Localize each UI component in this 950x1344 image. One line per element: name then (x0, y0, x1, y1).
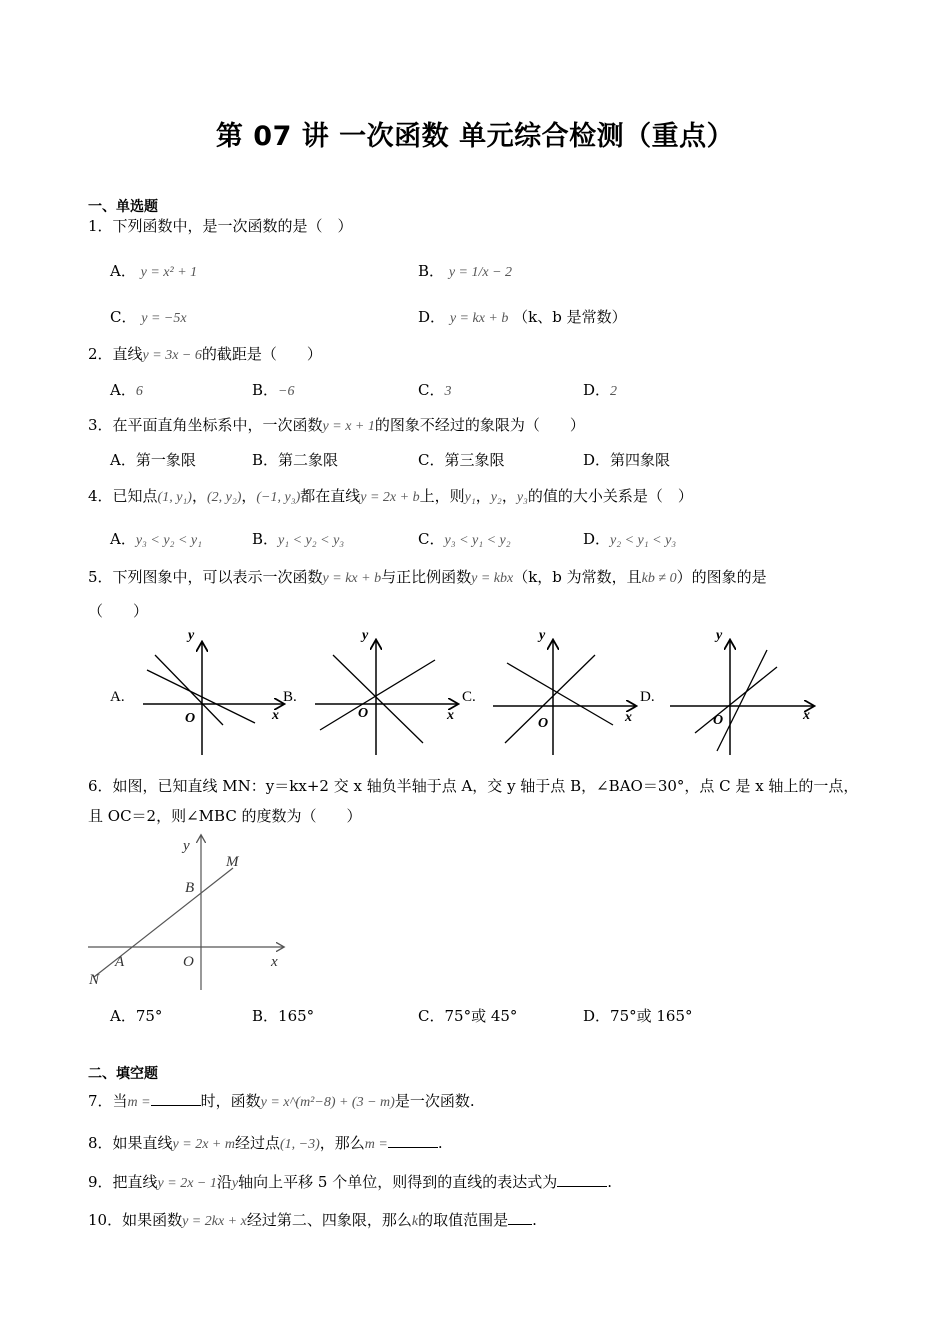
q6-option-d[interactable] (583, 1005, 693, 1026)
q3-option-a[interactable] (110, 449, 196, 470)
graph-label: C. (462, 689, 476, 705)
option-value: 第三象限 (444, 451, 505, 469)
function-line (505, 655, 595, 743)
question-4-stem (88, 485, 693, 506)
option-value: y₃ < y₂ < y₁ (135, 533, 202, 548)
graph-label: B. (283, 689, 297, 705)
option-value: 75° (135, 1007, 163, 1025)
stem-text: 3．在平面直角坐标系中，一次函数 (88, 416, 323, 434)
function-line (717, 650, 767, 751)
graph-label: D. (640, 689, 655, 705)
stem-text: 都在直线 (300, 487, 361, 505)
option-label: C． (418, 1007, 445, 1025)
q2-option-b[interactable] (252, 379, 294, 400)
stem-formula: kb ≠ 0 (641, 571, 677, 586)
stem-text: 时，函数 (200, 1092, 261, 1110)
option-value: 165° (278, 1007, 315, 1025)
option-label: B． (252, 451, 279, 469)
origin-label: O (183, 954, 194, 970)
y-axis-label: y (188, 628, 195, 643)
y-axis-label: y (362, 628, 369, 643)
question-3-stem (88, 414, 585, 435)
stem-text: ， (501, 487, 517, 505)
option-value: −6 (278, 384, 295, 399)
stem-formula: y₃ (516, 490, 528, 505)
option-label: D． (583, 451, 611, 469)
option-note: （k、b 是常数） (513, 308, 627, 326)
stem-formula: y = kbx (471, 571, 514, 586)
option-formula: y = x² + 1 (140, 265, 198, 280)
answer-blank[interactable] (508, 1210, 532, 1225)
stem-text: 7．当 (88, 1092, 128, 1110)
function-line (333, 655, 423, 743)
answer-blank[interactable] (388, 1133, 438, 1148)
option-label: A． (110, 262, 136, 280)
origin-label: O (538, 716, 549, 731)
option-label: A． (110, 1007, 136, 1025)
stem-text: 经过点 (234, 1134, 280, 1152)
x-axis-label: x (271, 954, 278, 970)
option-label: D． (583, 530, 611, 548)
stem-text: 8．如果直线 (88, 1134, 173, 1152)
origin-label: O (713, 713, 724, 728)
option-value: y₃ < y₁ < y₂ (444, 533, 511, 548)
question-1-stem: 1．下列函数中，是一次函数的是（ ） (88, 217, 353, 235)
q4-option-b[interactable] (252, 528, 344, 549)
option-value: y₁ < y₂ < y₃ (278, 533, 345, 548)
function-line (320, 660, 435, 730)
stem-text: （k，b 为常数，且 (513, 568, 642, 586)
point-n-label: N (89, 972, 100, 988)
q1-option-c[interactable] (110, 306, 187, 327)
y-axis-label: y (539, 628, 546, 643)
option-label: A． (110, 381, 136, 399)
stem-formula: (2, y₂) (206, 490, 242, 505)
origin-label: O (185, 711, 196, 726)
q3-option-b[interactable] (252, 449, 338, 470)
stem-formula: y = x^(m²−8) + (3 − m) (260, 1095, 395, 1110)
graph-b[interactable] (283, 628, 457, 755)
q1-option-d[interactable] (418, 306, 627, 327)
stem-text: 与正比例函数 (381, 568, 472, 586)
stem-formula: (−1, y₃) (256, 490, 301, 505)
option-value: y₂ < y₁ < y₃ (610, 533, 677, 548)
option-label: C． (418, 530, 445, 548)
option-label: C． (418, 451, 445, 469)
option-value: 第四象限 (610, 451, 671, 469)
option-label: A． (110, 530, 136, 548)
stem-text: 上，则 (419, 487, 465, 505)
stem-formula: (1, −3) (280, 1137, 320, 1152)
stem-text: 5．下列图象中，可以表示一次函数 (88, 568, 323, 586)
q6-option-c[interactable] (418, 1005, 517, 1026)
q1-option-b[interactable] (418, 260, 512, 281)
y-axis-label: y (716, 628, 723, 643)
stem-formula: y₂ (490, 490, 502, 505)
stem-text: 10．如果函数 (88, 1211, 183, 1229)
point-b-label: B (185, 880, 195, 896)
stem-formula: y (231, 1176, 239, 1191)
question-5-stem-cont: （ ） (88, 602, 149, 620)
x-axis-label: x (803, 708, 810, 723)
option-formula: y = 1/x − 2 (448, 265, 513, 280)
stem-formula: m = (364, 1137, 388, 1152)
stem-formula: m = (127, 1095, 151, 1110)
stem-formula: y = 2x + b (360, 490, 420, 505)
x-axis-label: x (447, 708, 454, 723)
option-value: 75°或 165° (610, 1007, 693, 1025)
stem-text: 2．直线 (88, 345, 143, 363)
page-title: 第 07 讲 一次函数 单元综合检测（重点） (215, 121, 735, 152)
q4-option-d[interactable] (583, 528, 676, 549)
q6-figure (88, 830, 288, 995)
x-axis-label: x (625, 710, 632, 725)
option-formula: y = kx + b (449, 311, 509, 326)
stem-text: ）的图象的是 (676, 568, 767, 586)
stem-text: 轴向上平移 5 个单位，则得到的直线的表达式为 (238, 1173, 558, 1191)
stem-formula: y = kx + b (322, 571, 382, 586)
q3-option-d[interactable] (583, 449, 670, 470)
q2-option-c[interactable] (418, 379, 451, 400)
question-2-stem (88, 343, 322, 364)
stem-formula: y₁ (464, 490, 476, 505)
option-label: B． (418, 262, 445, 280)
option-label: B． (252, 1007, 279, 1025)
stem-text: 9．把直线 (88, 1173, 158, 1191)
graph-label: A. (110, 689, 125, 705)
option-value: 6 (135, 384, 143, 399)
answer-blank[interactable] (151, 1091, 201, 1106)
option-value: 第二象限 (278, 451, 339, 469)
origin-label: O (358, 706, 369, 721)
graph-a[interactable] (110, 628, 283, 755)
option-label: B． (252, 530, 279, 548)
question-8 (88, 1132, 443, 1153)
stem-text: 经过第二、四象限，那么 (246, 1211, 412, 1229)
q1-option-a[interactable] (110, 260, 197, 281)
stem-text: 沿 (216, 1173, 232, 1191)
question-5-stem (88, 566, 767, 587)
stem-formula: y = 2kx + x (182, 1214, 247, 1229)
stem-text: ， (241, 487, 257, 505)
stem-text: ， (475, 487, 491, 505)
question-6-stem-cont: 且 OC＝2，则∠MBC 的度数为（ ） (88, 807, 362, 825)
q6-option-a[interactable] (110, 1005, 162, 1026)
option-label: A． (110, 451, 136, 469)
stem-formula: y = 2x + m (172, 1137, 235, 1152)
option-label: C． (418, 381, 445, 399)
option-formula: y = −5x (141, 311, 187, 326)
option-value: 3 (444, 384, 452, 399)
question-6-stem: 6．如图，已知直线 MN：y＝kx+2 交 x 轴负半轴于点 A，交 y 轴于点 B，∠BAO＝30°，点 C 是 x 轴上的一点， (88, 777, 859, 795)
stem-text: ， (191, 487, 207, 505)
stem-text: 4．已知点 (88, 487, 158, 505)
option-value: 2 (610, 384, 618, 399)
option-value: 第一象限 (135, 451, 196, 469)
stem-text: 的取值范围是 (418, 1211, 509, 1229)
section-heading-fill-blank: 二、填空题 (88, 1066, 158, 1082)
stem-text: 的截距是（ ） (201, 345, 322, 363)
stem-text: . (607, 1173, 612, 1191)
stem-text: . (532, 1211, 537, 1229)
stem-text: ，那么 (319, 1134, 365, 1152)
question-7 (88, 1090, 475, 1111)
option-label: D． (583, 381, 611, 399)
x-axis-label: x (272, 708, 279, 723)
stem-text: . (437, 1134, 443, 1152)
function-line (147, 670, 255, 723)
section-heading-single-choice: 一、单选题 (88, 199, 158, 215)
stem-formula: (1, y₁) (157, 490, 192, 505)
stem-text: 是一次函数. (394, 1092, 475, 1110)
stem-formula: k (411, 1214, 419, 1229)
function-line (695, 667, 777, 733)
stem-formula: y = x + 1 (322, 419, 375, 434)
option-label: D． (418, 308, 446, 326)
question-10 (88, 1209, 537, 1230)
question-9 (88, 1171, 612, 1192)
q6-option-b[interactable] (252, 1005, 314, 1026)
q2-option-a[interactable] (110, 379, 143, 400)
option-label: B． (252, 381, 279, 399)
option-label: D． (583, 1007, 611, 1025)
answer-blank[interactable] (557, 1172, 607, 1187)
function-line (507, 663, 613, 725)
option-value: 75°或 45° (444, 1007, 518, 1025)
y-axis-label: y (183, 838, 190, 854)
q2-option-d[interactable] (583, 379, 617, 400)
option-label: C． (110, 308, 137, 326)
point-a-label: A (115, 954, 125, 970)
stem-text: 的值的大小关系是（ ） (527, 487, 693, 505)
graph-d[interactable] (640, 628, 813, 755)
stem-formula: y = 3x − 6 (142, 348, 202, 363)
graph-c[interactable] (462, 628, 635, 755)
q4-option-a[interactable] (110, 528, 202, 549)
point-m-label: M (226, 854, 239, 870)
q3-option-c[interactable] (418, 449, 505, 470)
stem-text: 的图象不经过的象限为（ ） (374, 416, 585, 434)
q4-option-c[interactable] (418, 528, 511, 549)
q5-graphs (105, 625, 825, 760)
stem-formula: y = 2x − 1 (157, 1176, 217, 1191)
